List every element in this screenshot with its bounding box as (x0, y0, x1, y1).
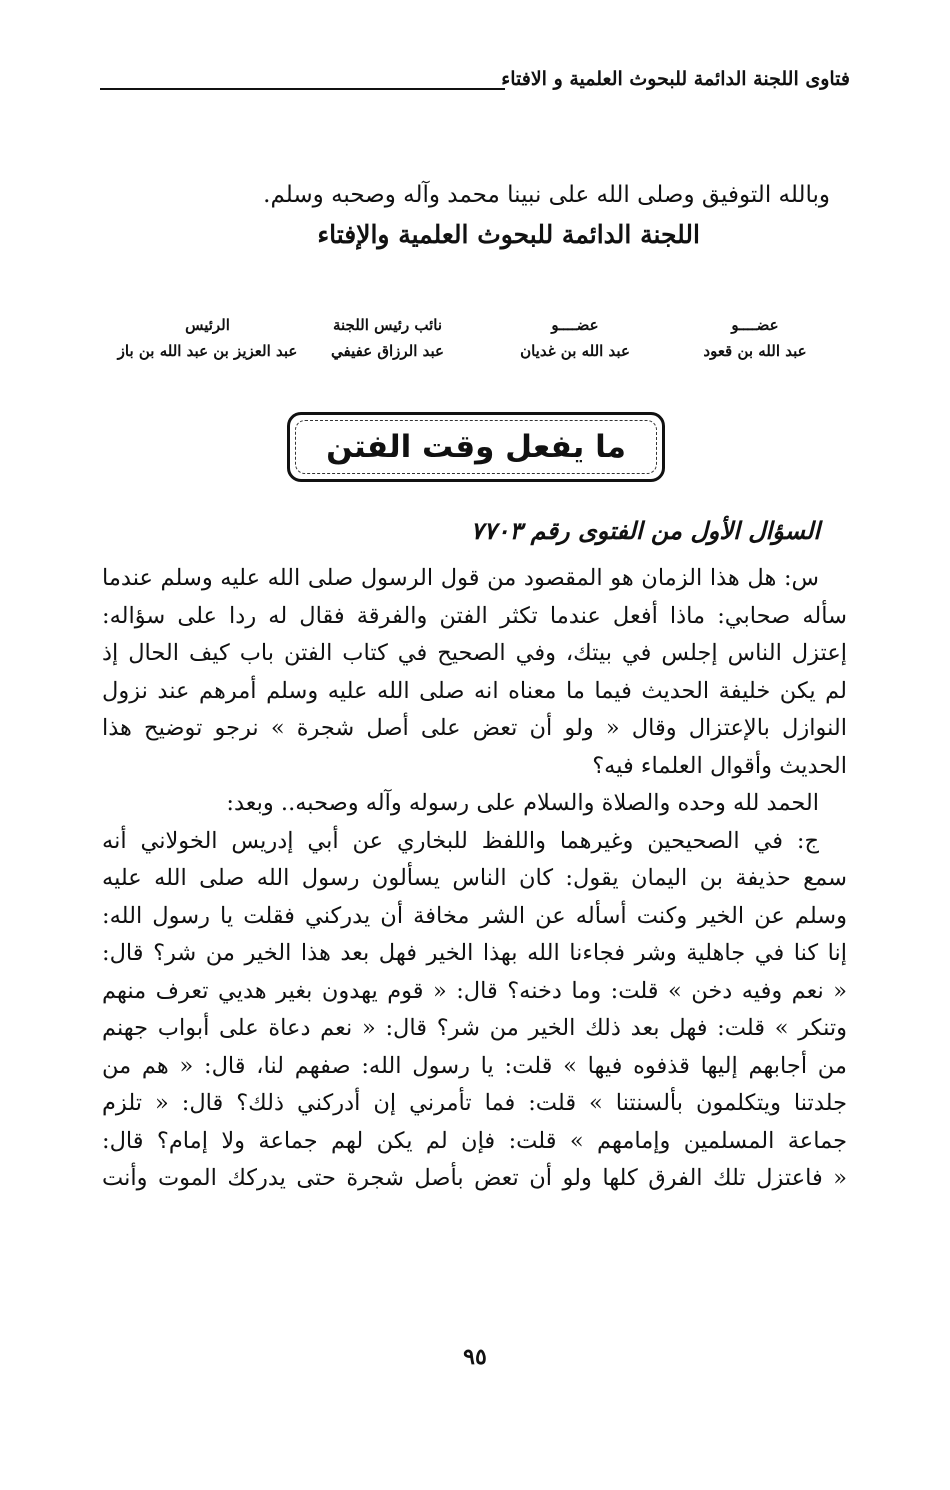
text-line: س: هل هذا الزمان هو المقصود من قول الرسول صلى الله عليه وسلم عندما (102, 565, 819, 591)
signatory-role: نائب رئيس اللجنة (332, 316, 443, 334)
text-line: إعتزل الناس إجلس في بيتك، وفي الصحيح في كتاب الفتن باب كيف الحال إذ (102, 640, 847, 666)
text-line: الحديث وأقوال العلماء فيه؟ (592, 752, 847, 779)
text-line: وتنكر » قلت: فهل بعد ذلك الخير من شر؟ قال: « نعم دعاة على أبواب جهنم (102, 1015, 847, 1041)
signatory-2 (505, 312, 645, 364)
text-line: « نعم وفيه دخن » قلت: وما دخنه؟ قال: « قوم يهدون بغير هديي تعرف منهم (102, 977, 847, 1004)
fatwa-body (102, 560, 847, 1198)
text-line: إنا كنا في جاهلية وشر فجاءنا الله بهذا الخير فهل بعد هذا الخير من شر؟ قال: (102, 940, 847, 966)
page-number: ٩٥ (463, 1344, 487, 1370)
header-rule (100, 88, 505, 90)
text-line: من أجابهم إليها قذفوه فيها » قلت: يا رسول الله: صفهم لنا، قال: « هم من (102, 1052, 847, 1079)
text-line: النوازل بالإعتزال وقال « ولو أن تعض على أصل شجرة » نرجو توضيح هذا (102, 715, 847, 741)
text-line: سأله صحابي: ماذا أفعل عندما تكثر الفتن والفرقة فقال له ردا على سؤاله: (102, 602, 847, 629)
signatory-name: عبد الله بن غديان (520, 342, 630, 360)
text-line: ج: في الصحيحين وغيرهما واللفظ للبخاري عن أبي إدريس الخولاني أنه (102, 827, 819, 854)
signatory-name: عبد العزيز بن عبد الله بن باز (117, 342, 298, 360)
question-heading: السؤال الأول من الفتوى رقم ٧٧٠٣ (470, 516, 820, 545)
running-header (100, 68, 850, 100)
text-line: لم يكن خليفة الحديث فيما ما معناه انه صلى الله عليه وسلم أمرهم عند نزول (102, 677, 847, 704)
text-line: الحمد لله وحده والصلاة والسلام على رسوله وآله وصحبه.. وبعد: (226, 790, 819, 816)
signatory-4 (105, 312, 310, 364)
signatory-name: عبد الرزاق عفيفي (330, 342, 444, 360)
text-line: « فاعتزل تلك الفرق كلها ولو أن تعض بأصل شجرة حتى يدركك الموت وأنت (102, 1165, 847, 1191)
section-banner (287, 412, 665, 482)
signatory-name: عبد الله بن قعود (703, 342, 807, 360)
signatory-role: عضــــو (551, 316, 599, 334)
signatory-3 (315, 312, 460, 364)
signatory-role: الرئيس (185, 316, 230, 334)
text-line: وسلم عن الخير وكنت أسأله عن الشر مخافة أن يدركني فقلت يا رسول الله: (102, 902, 847, 929)
signatory-1 (690, 312, 820, 364)
signatory-role: عضــــو (731, 316, 779, 334)
running-title: فتاوى اللجنة الدائمة للبحوث العلمية و الافتاء (501, 68, 850, 90)
closing-formula: وبالله التوفيق وصلى الله على نبينا محمد وآله وصحبه وسلم. (263, 182, 830, 208)
committee-name: اللجنة الدائمة للبحوث العلمية والإفتاء (317, 220, 700, 249)
text-line: جلدتنا ويتكلمون بألسنتنا » قلت: فما تأمرني إن أدركني ذلك؟ قال: « تلزم (102, 1090, 847, 1116)
text-line: سمع حذيفة بن اليمان يقول: كان الناس يسألون رسول الله صلى الله عليه (102, 865, 847, 891)
section-title: ما يفعل وقت الفتن (326, 429, 626, 465)
text-line: جماعة المسلمين وإمامهم » قلت: فإن لم يكن لهم جماعة ولا إمام؟ قال: (102, 1127, 847, 1154)
